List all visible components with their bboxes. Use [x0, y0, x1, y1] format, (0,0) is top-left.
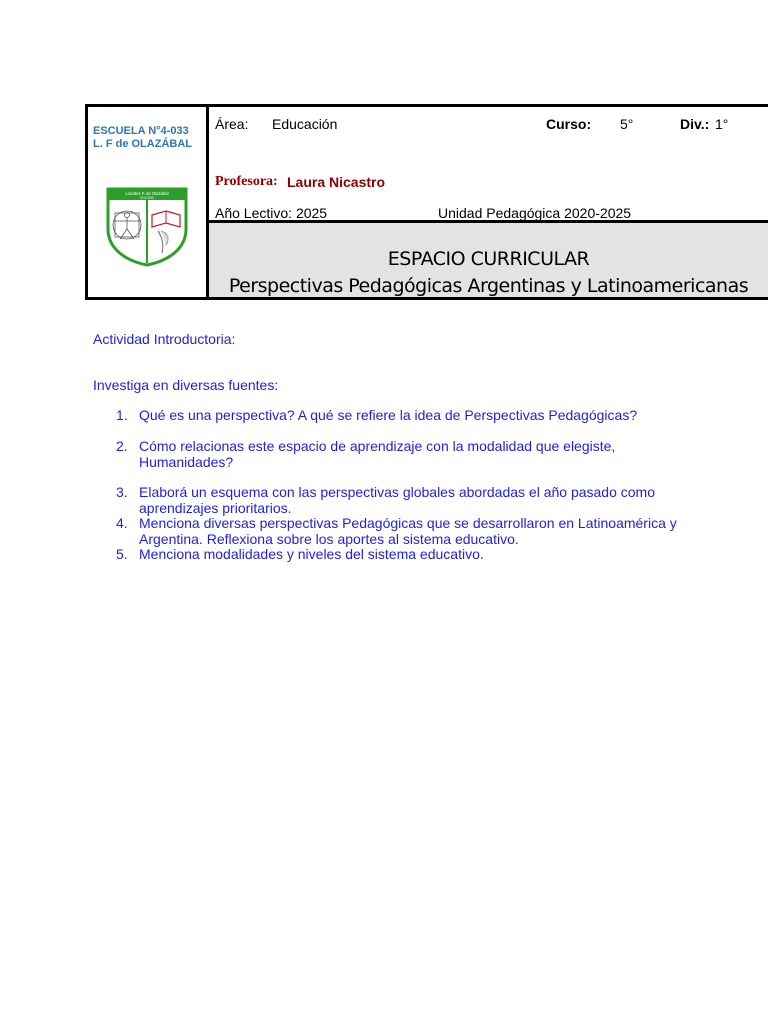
- item-text: Cómo relacionas este espacio de aprendizaje con la modalidad que elegiste, Humanidades?: [139, 438, 616, 470]
- activity-intro: Actividad Introductoria:: [93, 331, 236, 347]
- item-text: Menciona modalidades y niveles del sistema educativo.: [139, 546, 484, 562]
- profesora-label: Profesora:: [215, 174, 278, 189]
- shield-text-2: N°4-033: [140, 196, 154, 200]
- shield-text-1: Lourdes F. de Olazábal: [125, 191, 169, 196]
- item-number: 3.: [116, 484, 128, 500]
- profesora-name: Laura Nicastro: [287, 174, 386, 190]
- school-name-line2: L. F de OLAZÁBAL: [93, 138, 192, 150]
- course-info-cell: [209, 107, 768, 223]
- div-value: 1°: [715, 116, 729, 132]
- title-line-2: Perspectivas Pedagógicas Argentinas y Latinoamericanas: [228, 275, 749, 297]
- school-name-line1: ESCUELA N°4-033: [93, 125, 189, 137]
- item-number: 5.: [116, 546, 128, 562]
- activity-instruction: Investiga en diversas fuentes:: [93, 377, 279, 393]
- ano-lectivo: Año Lectivo: 2025: [215, 205, 328, 221]
- area-label: Área:: [215, 116, 249, 132]
- curricular-title-cell: [209, 223, 768, 297]
- area-value: Educación: [272, 116, 338, 132]
- item-number: 2.: [116, 438, 128, 454]
- item-text: Qué es una perspectiva? A qué se refiere la idea de Perspectivas Pedagógicas?: [139, 407, 638, 423]
- unidad-pedagogica: Unidad Pedagógica 2020-2025: [438, 205, 632, 221]
- header-table: [85, 104, 768, 300]
- item-number: 4.: [116, 515, 128, 531]
- curso-value: 5°: [620, 116, 634, 132]
- school-logo-cell: [88, 107, 209, 297]
- title-line-1: ESPACIO CURRICULAR: [387, 248, 590, 270]
- item-text: Elaborá un esquema con las perspectivas globales abordadas el año pasado como aprendizajes prioritarios.: [139, 484, 656, 516]
- item-number: 1.: [116, 407, 128, 423]
- curso-label: Curso:: [546, 116, 592, 132]
- div-label: Div.:: [680, 116, 710, 132]
- school-shield-icon: [106, 187, 188, 267]
- school-name: [93, 125, 192, 151]
- item-text: Menciona diversas perspectivas Pedagógicas que se desarrollaron en Latinoamérica y Argentina. Reflexiona sobre los aportes al sistema educativo.: [139, 515, 677, 547]
- question-list: [93, 408, 693, 568]
